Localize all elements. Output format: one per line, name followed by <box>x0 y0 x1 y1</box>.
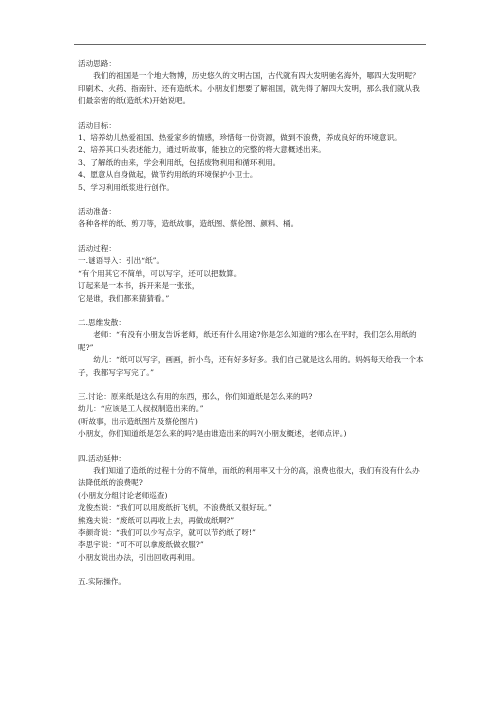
section-gap <box>78 231 426 243</box>
paragraph-line: “有个用其它不简单，可以写字，还可以把数算。 <box>78 268 242 278</box>
paragraph-line: 4、愿意从自身做起，做节约用纸的环境保护小卫士。 <box>78 170 258 180</box>
paragraph-line: 熊逸夫说：“废纸可以再收上去，再做成纸啊?” <box>78 515 235 525</box>
paragraph-line: 5、学习利用纸浆进行创作。 <box>78 182 174 192</box>
paragraph-line: (小朋友分组讨论老师巡查) <box>78 490 168 500</box>
paragraph-line: 幼儿：“应该是工人叔叔制造出来的。” <box>78 404 204 414</box>
paragraph-line: 2、培养其口头表述能力，通过听故事，能独立的完整的将大意概述出来。 <box>78 145 326 155</box>
paragraph-line: (听故事，出示造纸图片及蔡伦图片) <box>78 416 198 426</box>
section-gap <box>78 379 426 391</box>
paragraph-line: 它是谁，我们都来猜猜看。” <box>78 293 170 303</box>
paragraph-line: 我们知道了造纸的过程十分的不简单，而纸的利用率又十分的高，浪费也很大，我们有没有什么办法降低纸的浪费呢? <box>78 465 420 488</box>
paragraph-line: 李思宇说：“可不可以拿废纸做衣服?” <box>78 540 204 550</box>
paragraph-line: 老师：“有没有小朋友告诉老师，纸还有什么用途?你是怎么知道的?那么在平时，我们怎么用纸的呢?” <box>78 330 417 352</box>
header-rule <box>74 44 426 45</box>
paragraph-line: 一.谜语导入：引出“纸”。 <box>78 256 165 266</box>
paragraph-line: 3、了解纸的由来，学会利用纸，包括废物利用和循环利用。 <box>78 157 281 167</box>
section-gap <box>78 564 426 576</box>
section-heading: 活动准备： <box>78 207 116 217</box>
section-heading: 四.活动延伸： <box>78 453 126 463</box>
document-body <box>78 58 426 589</box>
section-gap <box>78 194 426 206</box>
paragraph-line: 幼儿：“纸可以写字，画画，折小鸟，还有好多好多。我们自己就是这么用的。妈妈每天给我一个本子，我都写字写完了。” <box>78 355 424 377</box>
section-gap <box>78 305 426 317</box>
paragraph-line: 龙俊杰说：“我们可以用废纸折飞机，不浪费纸又很好玩。” <box>78 503 272 513</box>
paragraph-line: 我们的祖国是一个地大物博，历史悠久的文明古国，古代就有四大发明驰名海外，哪四大发明呢？印刷术、火药、指南针、还有造纸术。小朋友们想要了解祖国，就先得了解四大发明，那么我们就从我们最亲密的纸(造纸术)开始说吧。 <box>78 71 420 106</box>
paragraph-line: 1、培养幼儿热爱祖国、热爱家乡的情感，珍惜每一份资源，做到不浪费，养成良好的环境意识。 <box>78 133 402 143</box>
section-heading: 活动目标： <box>78 120 116 130</box>
paragraph-line: 李颜奇说：“我们可以少写点字，就可以节约纸了呀!” <box>78 528 256 537</box>
paragraph-line: 订起来是一本书，拆开来是一张张， <box>78 281 200 291</box>
section-heading: 三.讨论：原来纸是这么有用的东西，那么，你们知道纸是怎么来的吗? <box>78 391 313 401</box>
paragraph-line: 小朋友说出办法，引出回收再利用。 <box>78 552 200 562</box>
section-heading: 二.思维发散： <box>78 317 126 327</box>
paragraph-line: 小朋友，你们知道纸是怎么来的吗?是由谁造出来的吗?(小朋友概述，老师点评。) <box>78 429 347 439</box>
section-gap <box>78 108 426 120</box>
section-heading: 活动思路： <box>78 59 116 68</box>
section-heading: 五.实际操作。 <box>78 577 126 587</box>
paragraph-line: 各种各样的纸、剪刀等，造纸故事，造纸图、蔡伦图、颜料、桶。 <box>78 219 299 229</box>
section-gap <box>78 441 426 453</box>
section-heading: 活动过程： <box>78 243 116 253</box>
